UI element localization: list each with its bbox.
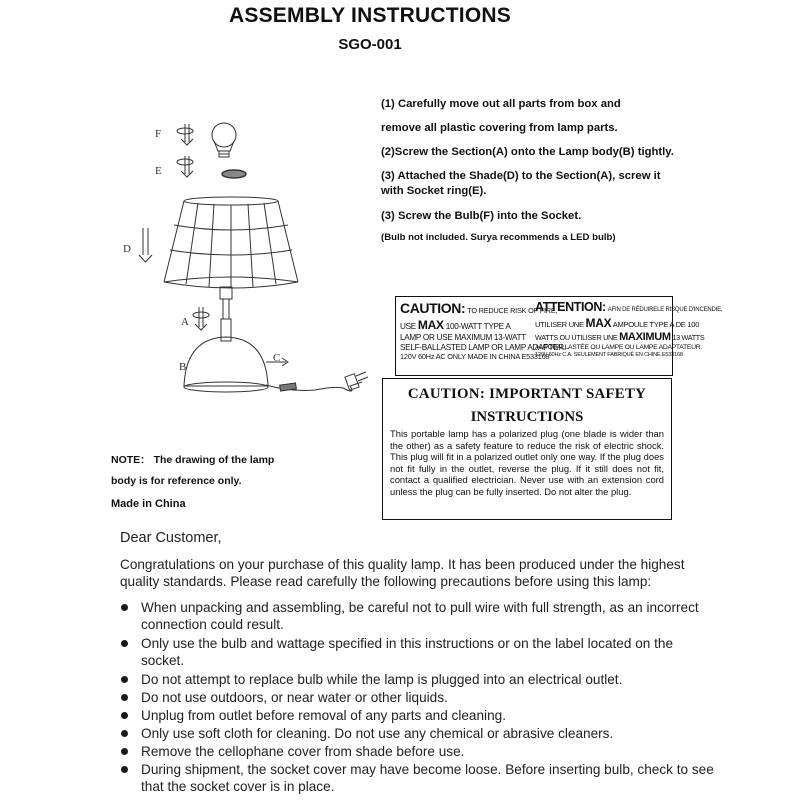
- step-line: (3) Screw the Bulb(F) into the Socket.: [381, 210, 582, 222]
- attention-wattage: AMPOULE TYPE A: [612, 319, 674, 329]
- label-b: B: [179, 361, 187, 373]
- caution-max: MAX: [417, 317, 444, 332]
- precaution-item-cont: that the socket cover is in place.: [141, 779, 335, 794]
- caution-line3: LAMP OR USE MAXIMUM 13-WATT: [400, 332, 526, 342]
- attention-line4: AUTOBALLASTÉE OU LAMPE OU LAMPE ADAPTATEUR.: [535, 344, 702, 352]
- precaution-item-cont: socket.: [141, 653, 185, 668]
- safety-title-line1: CAUTION: IMPORTANT SAFETY: [407, 386, 647, 402]
- rotate-arrow-icon: [193, 307, 209, 330]
- attention-line3-post: 13 WATTS: [672, 332, 705, 342]
- bullet-icon: [121, 694, 128, 701]
- label-c: C: [273, 352, 281, 364]
- lamp-exploded-diagram: [110, 110, 380, 410]
- socket-ring-icon: [222, 170, 246, 178]
- attention-maximum: MAXIMUM: [619, 330, 671, 343]
- caution-line5: 120V 60Hz AC ONLY MADE IN CHINA E533168: [400, 352, 550, 361]
- caution-line4: SELF-BALLASTED LAMP OR LAMP ADAPTER.: [400, 342, 566, 352]
- caution-label-fr: [535, 300, 723, 359]
- page-title: ASSEMBLY INSTRUCTIONS: [229, 4, 511, 27]
- safety-instructions-box: [382, 378, 672, 520]
- bullet-icon: [121, 604, 128, 611]
- attention-line5: 120V 60Hz C.A. SEULEMENT FABRIQUÉ EN CHINE E533168: [535, 351, 683, 358]
- bullet-icon: [121, 766, 128, 773]
- bulb-icon: [212, 123, 236, 157]
- attention-head-small: AFIN DE RÉDUIRELE RISQUE D'INCENDIE,: [607, 307, 723, 313]
- precaution-item: Only use soft cloth for cleaning. Do not use any chemical or abrasive cleaners.: [141, 726, 614, 741]
- note-line2: body is for reference only.: [111, 475, 242, 487]
- precaution-item-cont: connection could result.: [141, 617, 284, 632]
- arrow-down-icon: [139, 228, 152, 262]
- label-f: F: [155, 128, 162, 140]
- attention-max: MAX: [585, 315, 612, 330]
- precaution-item: Unplug from outlet before removal of any parts and cleaning.: [141, 708, 506, 723]
- made-in-china: Made in China: [111, 498, 186, 510]
- label-a: A: [181, 316, 189, 328]
- safety-body: This portable lamp has a polarized plug (one blade is wider than the other) as a safety feature to reduce the risk of electric shock. This plug will fit in a polarized outlet only one way. If the plug does not fit fully in the outlet, reverse the plug. If it still does not fit, contact a qualified electrician. Never use with an extension cord unless the plug can be fully inserted. Do not alter the plug.: [390, 428, 664, 497]
- cord-and-plug-icon: [266, 372, 368, 391]
- caution-head: CAUTION:: [400, 300, 466, 316]
- bullet-icon: [121, 676, 128, 683]
- precaution-item: During shipment, the socket cover may have become loose. Before inserting bulb, check to see: [141, 762, 714, 777]
- attention-use: UTILISER UNE: [535, 319, 584, 329]
- bullet-icon: [121, 640, 128, 647]
- bullet-icon: [121, 748, 128, 755]
- attention-de: DE 100: [675, 319, 700, 329]
- note-line1: NOTE： The drawing of the lamp: [111, 454, 275, 466]
- letter-intro-line1: Congratulations on your purchase of this quality lamp. It has been produced under the highest: [120, 557, 685, 572]
- label-d: D: [123, 243, 131, 255]
- socket-section-icon: [220, 287, 232, 341]
- step-line: (1) Carefully move out all parts from box and: [381, 98, 621, 110]
- caution-label: [395, 296, 723, 376]
- rotate-arrow-icon: [177, 156, 193, 177]
- bullet-icon: [121, 712, 128, 719]
- step-note: (Bulb not included. Surya recommends a LED bulb): [381, 232, 616, 243]
- attention-head: ATTENTION:: [535, 300, 606, 314]
- model-number: SGO-001: [338, 36, 402, 53]
- lamp-body-icon: [184, 337, 268, 392]
- rotate-arrow-icon: [177, 124, 193, 145]
- letter-greeting: Dear Customer,: [120, 530, 222, 546]
- shade-icon: [164, 197, 298, 288]
- step-line: with Socket ring(E).: [381, 185, 487, 197]
- caution-use: USE: [400, 321, 416, 331]
- label-e: E: [155, 165, 162, 177]
- step-line: (2)Screw the Section(A) onto the Lamp body(B) tightly.: [381, 146, 674, 158]
- safety-title-line2: INSTRUCTIONS: [470, 409, 584, 425]
- caution-wattage: 100-WATT TYPE A: [445, 321, 511, 331]
- step-line: remove all plastic covering from lamp parts.: [381, 122, 618, 134]
- precaution-item: Only use the bulb and wattage specified in this instructions or on the label located on the: [141, 636, 674, 651]
- bullet-icon: [121, 730, 128, 737]
- precaution-item: Do not attempt to replace bulb while the lamp is plugged into an electrical outlet.: [141, 672, 623, 687]
- letter-intro-line2: quality standards. Please read carefully the following precautions before using this lamp:: [120, 574, 652, 589]
- precaution-item: Remove the cellophane cover from shade before use.: [141, 744, 465, 759]
- step-line: (3) Attached the Shade(D) to the Section(A), screw it: [381, 170, 661, 182]
- caution-head-small: TO REDUCE RISK OF FIRE,: [467, 306, 558, 315]
- precaution-item: Do not use outdoors, or near water or other liquids.: [141, 690, 448, 705]
- precaution-item: When unpacking and assembling, be careful not to pull wire with full strength, as an incorrect: [141, 600, 699, 615]
- attention-line3-pre: WATTS OU UTILISER UNE: [535, 332, 618, 342]
